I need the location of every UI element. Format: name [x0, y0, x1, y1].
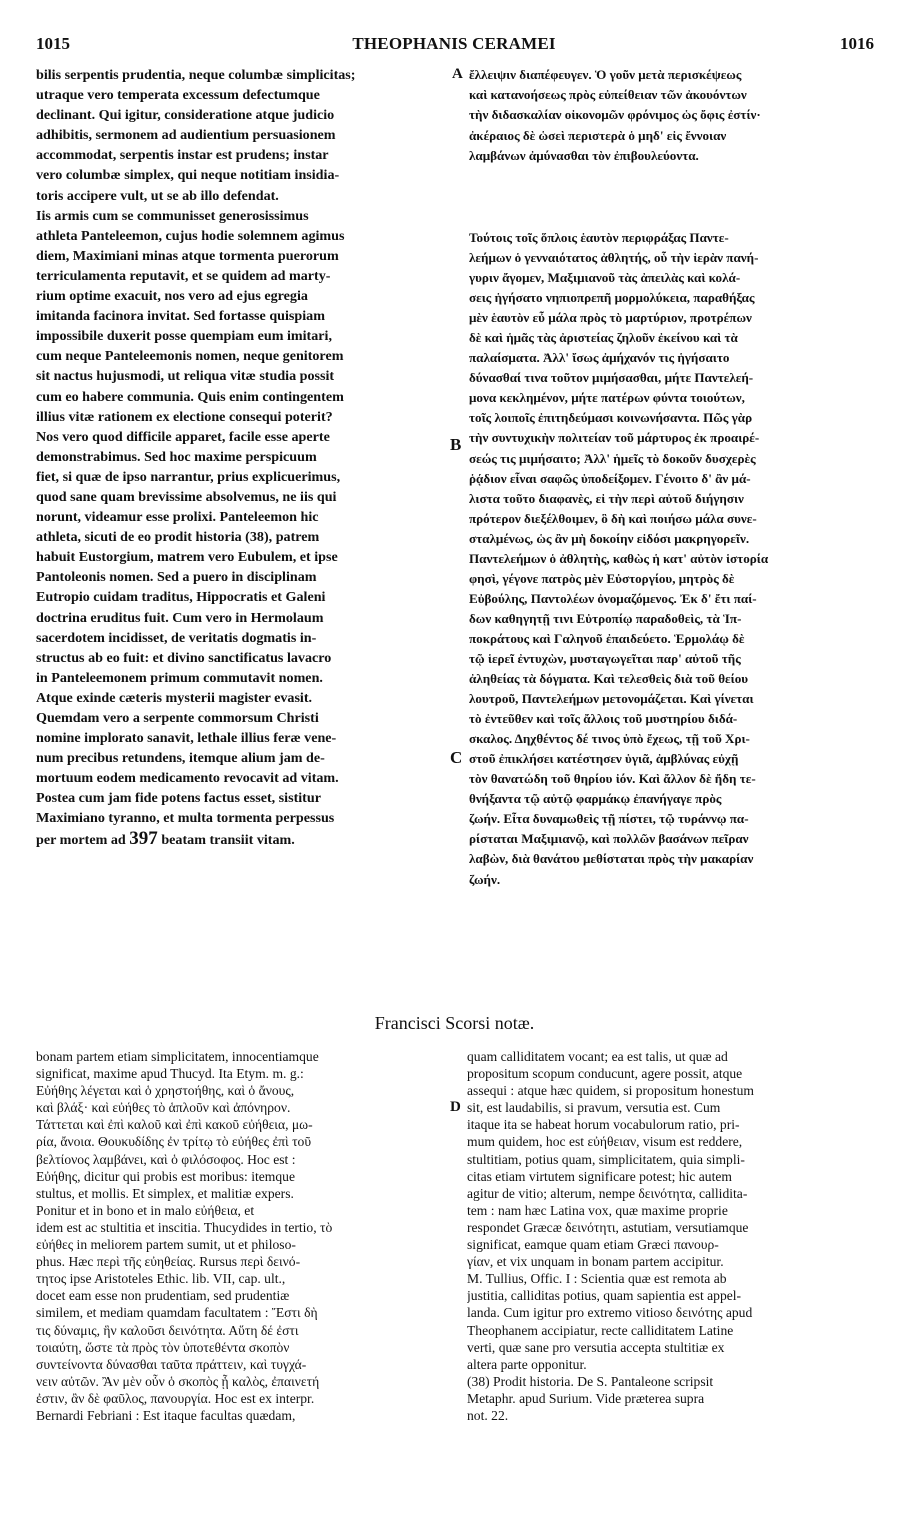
note-text-line: τοιαύτη, ὥστε τὰ πρὸς τὸν ὑποτεθέντα σκοπὸν: [36, 1339, 290, 1355]
note-text-line: agitur de vitio; alterum, nempe δεινότητα, callidita-: [467, 1185, 748, 1201]
note-text-line: γίαν, et vix unquam in bonam partem accipitur.: [467, 1254, 724, 1270]
latin-text-line: norunt, videamur esse prolixi. Panteleemon hic: [36, 509, 319, 526]
margin-letter-b: B: [450, 435, 462, 454]
note-text-line: Metaphr. apud Surium. Vide præterea supra: [467, 1390, 705, 1406]
latin-text-line: terriculamenta reputavit, et se quidem ad marty-: [36, 267, 331, 284]
greek-text-line: σταλμένως, ὡς ἂν μὴ δοκοίην εἰδόσι μακρηγορεῖν.: [469, 530, 750, 546]
note-text-line: τητος ipse Aristoteles Ethic. lib. VII, cap. ult.,: [36, 1271, 286, 1287]
latin-text-line: Maximiano tyranno, et multa tormenta perpessus: [36, 810, 335, 827]
note-text-line: Bernardi Febriani : Est itaque facultas quædam,: [36, 1407, 296, 1423]
note-text-line: quam calliditatem vocant; ea est talis, ut quæ ad: [467, 1049, 728, 1064]
latin-text-fragment: per mortem ad: [36, 831, 126, 848]
greek-text-line: σεώς τις μιμήσαιτο; Ἀλλ' ἡμεῖς τὸ δοκοῦν δυσχερὲς: [469, 450, 756, 466]
greek-text-line: σεις ἡγήσατο νηπιοπρεπῆ μορμολύκεια, παραθήξας: [469, 290, 755, 306]
greek-text-line: ἔλλειψιν διαπέφευγεν. Ὁ γοῦν μετὰ περισκέψεως: [469, 67, 742, 82]
greek-text-line: ῥᾴδιον εἶναι σαφῶς ὑποδείξομεν. Γένοιτο δ' ἂν μά-: [469, 470, 751, 486]
latin-text-line: habuit Eustorgium, matrem vero Eubulem, et ipse: [36, 549, 338, 566]
latin-text-line-last: [36, 829, 443, 850]
note-text-line: (38) Prodit historia. De S. Pantaleone scripsit: [467, 1373, 714, 1389]
note-text-line: significat, maxime apud Thucyd. Ita Etym. m. g.:: [36, 1066, 304, 1082]
greek-text-line: ἀληθείας τὰ δόγματα. Καὶ τελεσθεὶς διὰ τοῦ θείου: [469, 671, 749, 687]
greek-text-line: μονα κεκλημένον, μήτε πατέρων φύντα τοιούτων,: [469, 390, 745, 406]
note-text-line: idem est ac stultitia et inscitia. Thucydides in tertio, τὸ: [36, 1219, 333, 1235]
greek-text-line: ποκράτους καὶ Γαληνοῦ ἐπαιδεύετο. Ἑρμολάῳ δὲ: [469, 630, 745, 646]
note-text-line: τις δύναμις, ἣν καλοῦσι δεινότητα. Αὕτη δέ ἐστι: [36, 1322, 299, 1338]
note-text-line: Theophanem accipiatur, recte calliditatem Latine: [467, 1322, 734, 1338]
latin-text-line: demonstrabimus. Sed hoc maxime perspicuum: [36, 448, 317, 465]
greek-text-line: τὸ ἐντεῦθεν καὶ τοῖς ἄλλοις τοῦ μυστηρίου διδά-: [469, 711, 738, 727]
latin-text-line: bilis serpentis prudentia, neque columbæ simplicitas;: [36, 67, 356, 83]
latin-text-line: athleta Panteleemon, cujus hodie solemnem agimus: [36, 227, 345, 244]
note-text-line: citas etiam virtutem significare potest; hic autem: [467, 1168, 732, 1184]
latin-text-line: accommodat, serpentis instar est prudens; instar: [36, 147, 329, 164]
latin-text-line: Atque exinde cæteris mysterii magister evasit.: [36, 689, 313, 706]
greek-text-line: Τούτοις τοῖς ὅπλοις ἑαυτὸν περιφράξας Παντε-: [469, 230, 729, 245]
greek-text-line: ρίσταται Μαξιμιανῷ, καὶ πολλῶν βασάνων πεῖραν: [469, 831, 749, 847]
note-text-line: assequi : atque hæc quidem, si propositum honestum: [467, 1083, 754, 1099]
latin-text-line: quod sane quam brevissime absolvemus, ne iis qui: [36, 488, 337, 505]
note-text-line: tem : nam hæc Latina vox, quæ maxime proprie: [467, 1202, 728, 1218]
greek-text-line: τὴν συντυχικὴν πολιτείαν τοῦ μάρτυρος ἐκ προαιρέ-: [469, 430, 760, 446]
latin-text-line: cum eo habere communia. Quis enim contingentem: [36, 388, 344, 405]
column-marker-number: 397: [129, 828, 158, 849]
note-text-line: bonam partem etiam simplicitatem, innocentiamque: [36, 1049, 319, 1064]
notes-column-left: [36, 1048, 446, 1424]
note-text-line: respondet Græcæ δεινότητι, astutiam, versutiamque: [467, 1219, 749, 1235]
note-text-line: εὐήθες in meliorem partem sumit, ut et philoso-: [36, 1237, 296, 1253]
notes-column-right: [467, 1048, 879, 1424]
latin-text-line: Eutropio cuidam traditus, Hippocratis et Galeni: [36, 589, 326, 606]
note-text-line: Εὐήθης λέγεται καὶ ὁ χρηστοήθης, καὶ ὁ ἄνους,: [36, 1083, 295, 1099]
greek-text-line: θνήξαντα τῷ αὐτῷ φαρμάκῳ ἐπανήγαγε πρὸς: [469, 791, 722, 807]
note-text-line: docet eam esse non prudentiam, sed prudentiæ: [36, 1288, 290, 1304]
latin-text-line: declinant. Qui igitur, consideratione atque judicio: [36, 107, 335, 124]
note-text-line: sit, est laudabilis, si pravum, versutia est. Cum: [467, 1100, 721, 1116]
greek-text-line: Παντελεήμων ὁ ἀθλητὴς, καθὼς ἡ κατ' αὐτὸν ἱστορία: [469, 550, 769, 566]
latin-text-line: Iis armis cum se communisset generosissimus: [36, 207, 309, 224]
note-text-line: Ponitur et in bono et in malo εὐήθεια, et: [36, 1202, 255, 1218]
latin-text-line: utraque vero temperata excessum defectumque: [36, 87, 320, 104]
note-text-line: itaque ita se habeat horum vocabulorum ratio, pri-: [467, 1117, 740, 1133]
page-number-left: 1015: [36, 34, 70, 53]
greek-text-line: λιστα τοῦτο διαφανὲς, εἰ τὴν περὶ αὐτοῦ διήγησιν: [469, 490, 744, 506]
greek-text-line: δὲ καὶ ἡμᾶς τὰς ἀριστείας ζηλοῦν ἐκείνου καὶ τὰ: [469, 330, 738, 346]
latin-text-line: doctrina eruditus fuit. Cum vero in Hermolaum: [36, 609, 324, 626]
greek-text-line: τοῖς λοιποῖς ἐπιτηδεύμασι κοινωνήσαντα. Πῶς γὰρ: [469, 410, 753, 426]
latin-text-line: Postea cum jam fide potens factus esset, sistitur: [36, 790, 321, 807]
greek-text-line: φησὶ, γέγονε πατρὸς μὲν Εὐστοργίου, μητρὸς δὲ: [469, 570, 735, 586]
greek-text-line: μὲν ἑαυτὸν εὖ μάλα πρὸς τὸ μαρτύριον, προτρέπων: [469, 310, 752, 326]
latin-text-line: diem, Maximiani minas atque tormenta puerorum: [36, 247, 339, 264]
latin-text-line: fiet, si quæ de ipso narrantur, prius explicuerimus,: [36, 468, 341, 485]
greek-text-line: δων καθηγητῇ τινι Εὐτροπίῳ παραδοθεὶς, τὰ Ἱπ-: [469, 610, 742, 626]
running-header: [30, 34, 878, 56]
note-text-line: verti, quæ sane pro versutia accepta stultitiæ ex: [467, 1339, 725, 1355]
latin-text-line: structus ab eo fuit: et divino sanctificatus lavacro: [36, 649, 332, 666]
margin-letter-a: A: [452, 66, 463, 82]
greek-text-column-main: [469, 228, 877, 890]
latin-text-line: Nos vero quod difficile apparet, facile esse aperte: [36, 428, 330, 445]
greek-text-line: ζωήν. Εἶτα δυναμωθεὶς τῇ πίστει, τῷ τυράννῳ πα-: [469, 811, 749, 827]
latin-text-line: num precibus retundens, itemque alium jam de-: [36, 750, 325, 767]
note-text-line: Εὐήθης, dicitur qui probis est moribus: itemque: [36, 1168, 295, 1184]
note-text-line: stultus, et mollis. Et simplex, et malitiæ expers.: [36, 1185, 294, 1201]
latin-text-line: sacerdotem incidisset, de veritatis dogmatis in-: [36, 629, 317, 646]
greek-text-line: Εὐβούλης, Παντολέων ὀνομαζόμενος. Ἐκ δ' ἔτι παί-: [469, 590, 757, 606]
latin-text-fragment: beatam transiit vitam.: [161, 831, 295, 848]
note-text-line: landa. Cum igitur pro extremo vitioso δεινότης apud: [467, 1305, 753, 1321]
greek-text-line: καὶ κατανοήσεως πρὸς εὐπείθειαν τῶν ἀκουόντων: [469, 87, 747, 103]
notes-heading: Francisci Scorsi notæ.: [374, 1013, 535, 1033]
note-text-line: mum quidem, hoc est εὐήθειαν, visum est reddere,: [467, 1134, 743, 1150]
latin-text-line: adhibitis, sermonem ad audientium persuasionem: [36, 127, 336, 144]
latin-text-line: in Panteleemonem primum commutavit nomen.: [36, 669, 323, 686]
margin-letter-c: C: [450, 748, 463, 767]
note-text-line: justitia, calliditas potius, quam sapientia est appel-: [467, 1288, 742, 1304]
greek-text-line: πρότερον διεξέλθοιμεν, ὃ δὴ καὶ ποιήσω μάλα συνε-: [469, 510, 757, 526]
greek-text-line: λαβὼν, διὰ θανάτου μεθίσταται πρὸς τὴν μακαρίαν: [469, 851, 754, 867]
greek-text-line: σκαλος. Δηχθέντος δέ τινος ὑπὸ ἔχεως, τῇ τοῦ Χρι-: [469, 731, 750, 747]
greek-text-column-intro: [469, 65, 877, 166]
greek-text-line: τὸν θανατώδη τοῦ θηρίου ἰόν. Καὶ ἄλλον δὲ ἤδη τε-: [469, 771, 756, 787]
note-text-line: similem, et mediam quamdam facultatem : Ἔστι δὴ: [36, 1305, 318, 1321]
latin-text-line: cum neque Panteleemonis nomen, neque genitorem: [36, 348, 344, 365]
note-text-line: significat, eamque quam etiam Græci πανουρ-: [467, 1237, 719, 1253]
latin-text-line: nomine implorato sanavit, lethale illius feræ vene-: [36, 730, 337, 747]
note-text-line: propositum scopum conducunt, agere possit, atque: [467, 1066, 743, 1082]
note-text-line: not. 22.: [467, 1407, 509, 1423]
note-text-line: ἐστιν, ἂν δὲ φαῦλος, πανουργία. Hoc est ex interpr.: [36, 1390, 315, 1406]
greek-text-line: τῷ ἱερεῖ ἐντυχὼν, μυσταγωγεῖται παρ' αὐτοῦ τῆς: [469, 650, 741, 666]
note-text-line: M. Tullius, Offic. I : Scientia quæ est remota ab: [467, 1271, 727, 1287]
greek-text-line: ἀκέραιος δὲ ὡσεὶ περιστερὰ ὁ μηδ' εἰς ἔννοιαν: [469, 127, 727, 143]
greek-text-line: λεήμων ὁ γενναιότατος ἀθλητής, οὗ τὴν ἱερὰν πανή-: [469, 250, 759, 266]
latin-text-line: mortuum eodem medicamento revocavit ad vitam.: [36, 770, 339, 787]
latin-text-line: impossibile duxerit posse quempiam eum imitari,: [36, 328, 332, 345]
latin-text-line: athleta, sicuti de eo prodit historia (38), patrem: [36, 529, 320, 546]
greek-text-line: λαμβάνων ἀμύνασθαι τὸν ἐπιβουλεύοντα.: [469, 147, 699, 163]
latin-text-line: vero columbæ simplex, qui neque notitiam insidia-: [36, 167, 340, 184]
latin-text-line: illius vitæ rationem ex electione consequi poterit?: [36, 408, 333, 425]
latin-text-line: toris accipere vult, ut se ab illo defendat.: [36, 187, 279, 204]
running-title: THEOPHANIS CERAMEI: [352, 34, 556, 53]
latin-text-column: [36, 65, 443, 850]
latin-text-line: Quemdam vero a serpente commorsum Christi: [36, 710, 319, 726]
page-number-right: 1016: [840, 34, 874, 53]
greek-text-line: ζωήν.: [469, 871, 501, 887]
greek-text-line: λουτροῦ, Παντελεήμων μετονομάζεται. Καὶ γίνεται: [469, 691, 754, 707]
greek-text-line: στοῦ ἐπικλήσει κατέστησεν ὑγιᾶ, ἀμβλύνας εὐχῇ: [469, 751, 739, 767]
latin-text-line: imitanda facinora invitat. Sed fortasse quispiam: [36, 308, 325, 325]
greek-text-line: παλαίσματα. Ἀλλ' ἴσως ἀμήχανόν τις ἡγήσαιτο: [469, 350, 730, 366]
note-text-line: phus. Hæc περὶ τῆς εὐηθείας. Rursus περὶ δεινό-: [36, 1254, 301, 1270]
greek-text-line: δύνασθαί τινα τοῦτον μιμήσασθαι, μήτε Παντελεή-: [469, 370, 754, 386]
latin-text-line: sit nactus hujusmodi, ut reliqua vitæ studia possit: [36, 368, 335, 385]
note-text-line: Τάττεται καὶ ἐπὶ καλοῦ καὶ ἐπὶ κακοῦ εὐήθεια, μω-: [36, 1117, 313, 1133]
note-text-line: βελτίονος λαμβάνει, καὶ ὁ φιλόσοφος. Hoc est :: [36, 1151, 296, 1167]
greek-text-line: γυριν ἄγομεν, Μαξιμιανοῦ τὰς ἀπειλὰς καὶ κολά-: [469, 270, 741, 286]
latin-text-line: Pantoleonis nomen. Sed a puero in disciplinam: [36, 569, 317, 586]
note-text-line: altera parte opponitur.: [467, 1356, 587, 1372]
margin-letter-d: D: [450, 1099, 461, 1115]
note-text-line: ρία, ἄνοια. Θουκυδίδης ἐν τρίτῳ τὸ εὐήθες ἐπὶ τοῦ: [36, 1134, 312, 1150]
note-text-line: νειν αὐτῶν. Ἂν μὲν οὖν ὁ σκοπὸς ᾖ καλὸς, ἐπαινετή: [36, 1373, 320, 1389]
note-text-line: καὶ βλάξ· καὶ εὐήθες τὸ ἁπλοῦν καὶ ἀπόνηρον.: [36, 1100, 291, 1116]
greek-text-line: τὴν διδασκαλίαν οἰκονομῶν φρόνιμος ὡς ὄφις ἐστίν·: [469, 107, 761, 123]
note-text-line: συντείνοντα δύνασθαι ταῦτα πράττειν, καὶ τυγχά-: [36, 1356, 307, 1372]
latin-text-line: rium optime exacuit, nos vero ad ejus egregia: [36, 288, 308, 305]
note-text-line: stultitiam, potius quam, simplicitatem, quia simpli-: [467, 1151, 745, 1167]
